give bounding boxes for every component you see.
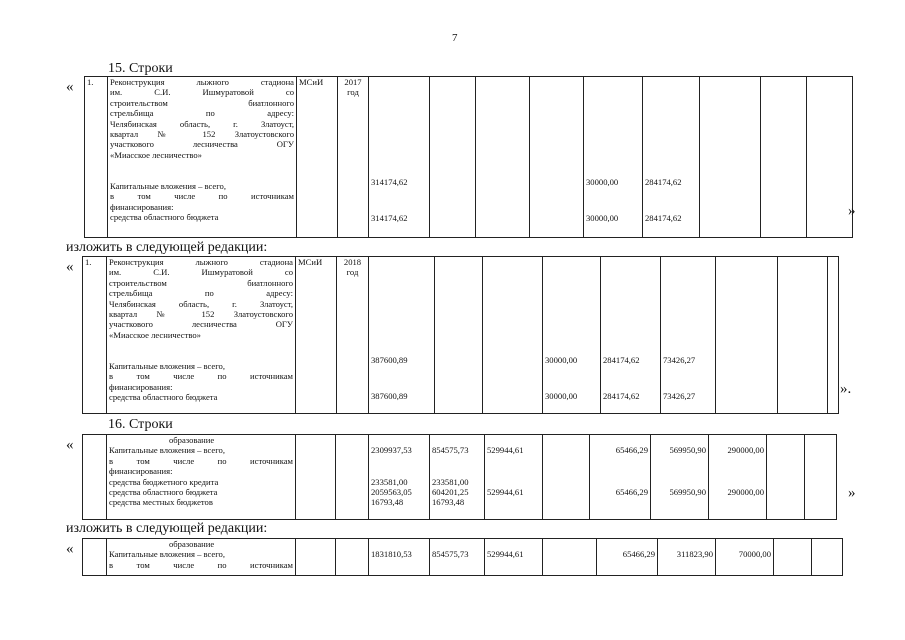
value-cell: 854575,73 <box>430 539 485 576</box>
desc-line: в том числе по источникам <box>109 559 293 570</box>
desc-line: Челябинская область, г. Златоуст, <box>110 118 294 129</box>
page-number: 7 <box>452 32 458 44</box>
object-description <box>107 539 296 576</box>
invest-line: финансирования: <box>109 381 173 392</box>
year-cell: 2017 год <box>338 77 369 238</box>
value-cell: 65466,29 65466,29 <box>590 435 651 520</box>
value-cell: 290000,00 290000,00 <box>709 435 767 520</box>
desc-line: образование <box>169 539 215 549</box>
close-quote: » <box>848 485 856 501</box>
value-cell: 284174,62 284174,62 <box>601 257 661 414</box>
org-cell <box>296 539 336 576</box>
empty-cell <box>83 435 107 520</box>
value-cell <box>828 257 839 414</box>
org-cell <box>296 435 336 520</box>
desc-line: квартал № 152 Златоустовского <box>109 309 293 320</box>
value-cell <box>716 257 778 414</box>
invest-line: Капитальные вложения – всего, <box>110 181 227 192</box>
value-cell <box>767 435 805 520</box>
desc-line: им. С.И. Ишмуратовой со <box>109 267 293 278</box>
object-description <box>107 435 296 520</box>
desc-line: квартал № 152 Златоустовского <box>110 129 294 140</box>
value-cell <box>807 77 853 238</box>
year-cell <box>336 539 369 576</box>
value-cell: 854575,73 233581,00 604201,25 16793,48 <box>430 435 485 520</box>
value-cell: 65466,29 <box>597 539 658 576</box>
value-cell: 70000,00 <box>716 539 774 576</box>
value-cell: 2309937,53 233581,00 2059563,05 16793,48 <box>369 435 430 520</box>
object-description <box>107 257 296 414</box>
desc-line: строительством биатлонного <box>109 277 293 288</box>
org-cell: МСиИ <box>296 257 337 414</box>
object-description <box>108 77 297 238</box>
desc-line: «Миасское лесничество» <box>110 149 202 160</box>
value-cell: 529944,61 <box>485 539 543 576</box>
value-cell: 387600,89 387600,89 <box>369 257 435 414</box>
open-quote: « <box>66 259 74 275</box>
desc-line: Капитальные вложения – всего, <box>109 549 226 560</box>
value-cell <box>700 77 761 238</box>
invest-line: в том числе по источникам <box>109 371 293 382</box>
value-cell: 529944,61 529944,61 <box>485 435 543 520</box>
value-cell: 30000,00 30000,00 <box>584 77 643 238</box>
desc-line: «Миасское лесничество» <box>109 329 201 340</box>
desc-line: строительством биатлонного <box>110 97 294 108</box>
value-cell <box>530 77 584 238</box>
table-16-after <box>82 538 843 576</box>
value-cell <box>778 257 828 414</box>
close-quote: ». <box>840 381 852 397</box>
value-cell <box>476 77 530 238</box>
desc-line: Челябинская область, г. Златоуст, <box>109 298 293 309</box>
desc-line: Капитальные вложения – всего, <box>109 445 226 456</box>
value-cell <box>761 77 807 238</box>
value-cell <box>774 539 812 576</box>
row-number: 1. <box>85 77 108 238</box>
desc-line: в том числе по источникам <box>109 455 293 466</box>
open-quote: « <box>66 79 74 95</box>
table-row <box>83 539 843 576</box>
invest-line: финансирования: <box>110 201 174 212</box>
table-15-after <box>82 256 839 414</box>
empty-cell <box>83 539 107 576</box>
desc-line: им. С.И. Ишмуратовой со <box>110 87 294 98</box>
close-quote: » <box>848 203 856 219</box>
desc-line: образование <box>169 435 215 445</box>
open-quote: « <box>66 437 74 453</box>
value-cell <box>812 539 843 576</box>
year-cell <box>336 435 369 520</box>
connector-text: изложить в следующей редакции: <box>66 521 268 536</box>
desc-line: Реконструкция лыжного стадиона <box>110 77 294 87</box>
row-number: 1. <box>83 257 107 414</box>
table-16-before <box>82 434 837 520</box>
desc-line: финансирования: <box>109 466 173 477</box>
table-15-before <box>84 76 853 238</box>
value-cell: 284174,62 284174,62 <box>643 77 700 238</box>
desc-line: стрельбища по адресу: <box>109 288 293 299</box>
invest-line: Капитальные вложения – всего, <box>109 361 226 372</box>
open-quote: « <box>66 541 74 557</box>
value-cell: 314174,62 314174,62 <box>369 77 430 238</box>
year-cell: 2018 год <box>337 257 369 414</box>
section-16-heading: 16. Строки <box>108 417 173 432</box>
value-cell <box>805 435 837 520</box>
connector-text: изложить в следующей редакции: <box>66 240 268 255</box>
value-cell <box>543 539 597 576</box>
value-cell <box>543 435 590 520</box>
value-cell: 1831810,53 <box>369 539 430 576</box>
table-row <box>83 257 839 414</box>
value-cell: 73426,27 73426,27 <box>661 257 716 414</box>
value-cell <box>435 257 483 414</box>
value-cell: 569950,90 569950,90 <box>651 435 709 520</box>
value-cell: 311823,90 <box>658 539 716 576</box>
invest-line: средства областного бюджета <box>109 392 218 403</box>
value-cell: 30000,00 30000,00 <box>543 257 601 414</box>
desc-line: средства бюджетного кредита <box>109 476 219 487</box>
invest-line: средства областного бюджета <box>110 212 219 223</box>
desc-line: Реконструкция лыжного стадиона <box>109 257 293 267</box>
desc-line: средства областного бюджета <box>109 487 218 498</box>
desc-line: участкового лесничества ОГУ <box>109 319 293 330</box>
table-row <box>85 77 853 238</box>
invest-line: в том числе по источникам <box>110 191 294 202</box>
desc-line: стрельбища по адресу: <box>110 108 294 119</box>
org-cell: МСиИ <box>297 77 338 238</box>
value-cell <box>430 77 476 238</box>
value-cell <box>483 257 543 414</box>
table-row <box>83 435 837 520</box>
desc-line: средства местных бюджетов <box>109 497 213 508</box>
desc-line: участкового лесничества ОГУ <box>110 139 294 150</box>
section-15-heading: 15. Строки <box>108 61 173 76</box>
